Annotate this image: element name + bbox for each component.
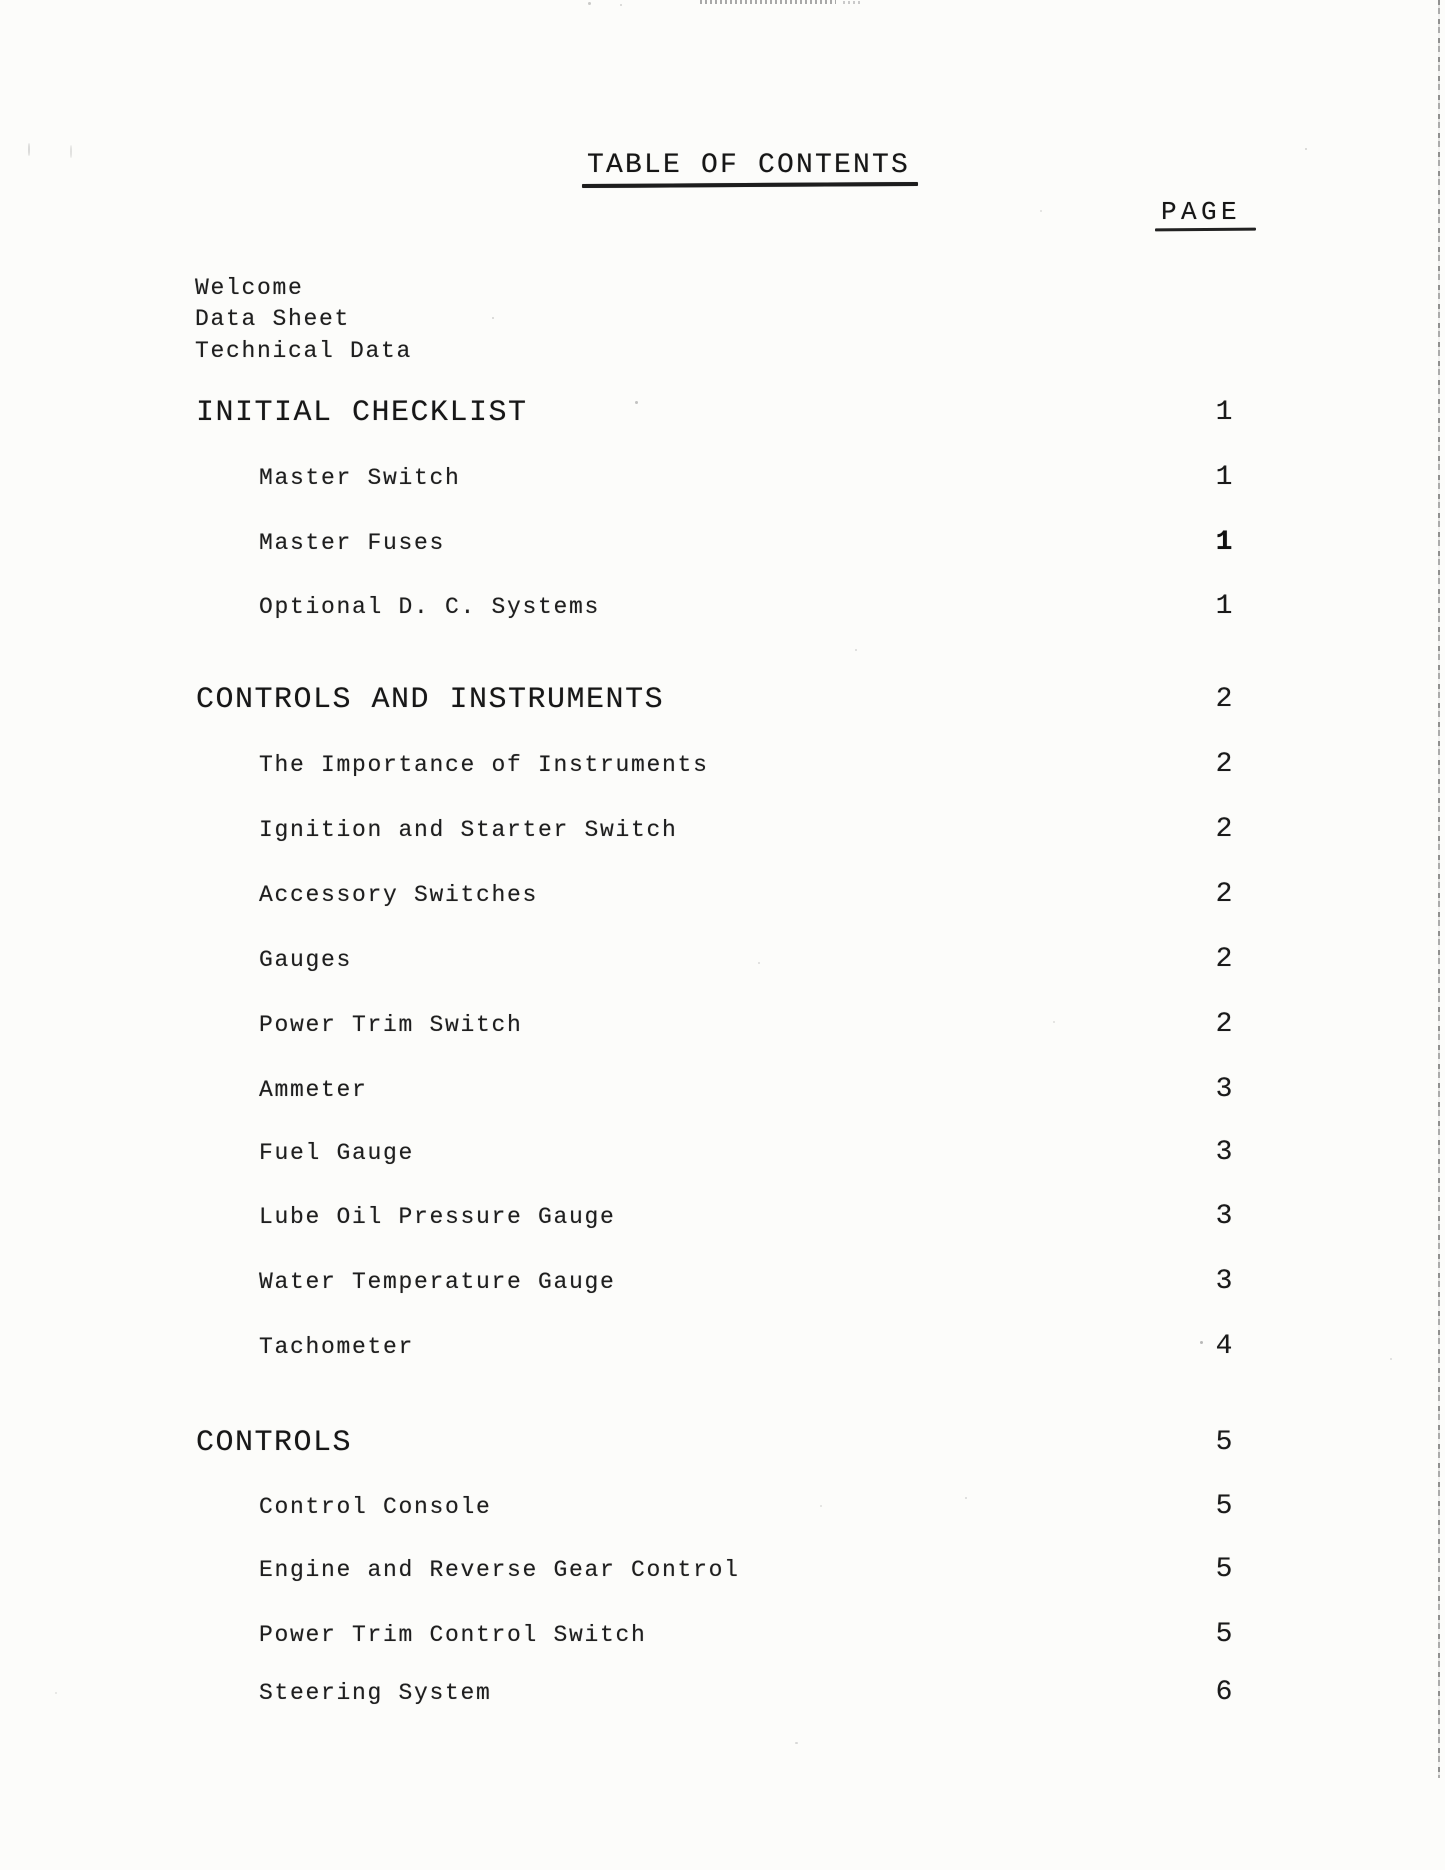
toc-row bbox=[0, 749, 1445, 781]
toc-entry-label: CONTROLS AND INSTRUMENTS bbox=[196, 683, 665, 717]
scan-speck bbox=[70, 145, 72, 158]
scan-speck bbox=[28, 143, 30, 156]
toc-entry-label: Engine and Reverse Gear Control bbox=[259, 1557, 740, 1583]
scan-speck bbox=[588, 2, 591, 5]
toc-entry-label: Tachometer bbox=[259, 1334, 415, 1360]
toc-row bbox=[0, 335, 1445, 367]
toc-row bbox=[0, 1554, 1445, 1586]
toc-page-number: 6 bbox=[1215, 1677, 1233, 1708]
toc-page-number: 1 bbox=[1215, 397, 1233, 428]
page-title: TABLE OF CONTENTS bbox=[587, 150, 911, 181]
toc-page-number: 1 bbox=[1215, 527, 1233, 558]
toc-entry-label: Optional D. C. Systems bbox=[259, 594, 601, 620]
toc-page-number: 5 bbox=[1215, 1491, 1233, 1522]
scan-artifact-dotted-line-top-2 bbox=[843, 1, 860, 4]
toc-entry-label: Power Trim Control Switch bbox=[259, 1622, 647, 1648]
toc-row bbox=[0, 1201, 1445, 1233]
toc-page-number: 2 bbox=[1215, 1009, 1233, 1040]
toc-entry-label: Welcome bbox=[195, 275, 304, 301]
toc-page-number: 3 bbox=[1215, 1201, 1233, 1232]
page-title-underline bbox=[582, 182, 918, 188]
toc-page-number: 3 bbox=[1215, 1074, 1233, 1105]
toc-row bbox=[0, 814, 1445, 846]
toc-row bbox=[0, 1137, 1445, 1169]
toc-entry-label: Data Sheet bbox=[195, 306, 351, 332]
toc-row bbox=[0, 944, 1445, 976]
toc-entry-label: Master Switch bbox=[259, 465, 461, 491]
toc-entry-label: Ignition and Starter Switch bbox=[259, 817, 678, 843]
page-column-header: PAGE bbox=[1161, 197, 1242, 227]
toc-row bbox=[0, 1331, 1445, 1363]
toc-row bbox=[0, 397, 1445, 429]
toc-entry-label: INITIAL CHECKLIST bbox=[196, 396, 528, 430]
toc-entry-label: Power Trim Switch bbox=[259, 1012, 523, 1038]
toc-row bbox=[0, 1266, 1445, 1298]
toc-page-number: 5 bbox=[1215, 1427, 1233, 1458]
toc-page-number: 2 bbox=[1215, 684, 1233, 715]
scan-speck bbox=[620, 4, 622, 6]
toc-row bbox=[0, 879, 1445, 911]
toc-page-number: 1 bbox=[1215, 462, 1233, 493]
scan-speck bbox=[855, 649, 857, 651]
scan-speck bbox=[1305, 148, 1307, 150]
toc-page-number: 5 bbox=[1215, 1619, 1233, 1650]
toc-row bbox=[0, 1009, 1445, 1041]
toc-page-number: 4 bbox=[1215, 1331, 1233, 1362]
scan-speck bbox=[1040, 210, 1042, 212]
toc-row bbox=[0, 1677, 1445, 1709]
toc-page-number: 2 bbox=[1215, 879, 1233, 910]
toc-entry-label: Water Temperature Gauge bbox=[259, 1269, 616, 1295]
toc-row bbox=[0, 684, 1445, 716]
toc-entry-label: Accessory Switches bbox=[259, 882, 539, 908]
toc-row bbox=[0, 591, 1445, 623]
toc-row bbox=[0, 1427, 1445, 1459]
toc-row bbox=[0, 1074, 1445, 1106]
toc-entry-label: Fuel Gauge bbox=[259, 1140, 415, 1166]
toc-page-number: 3 bbox=[1215, 1137, 1233, 1168]
toc-entry-label: Technical Data bbox=[195, 338, 413, 364]
toc-entry-label: Steering System bbox=[259, 1680, 492, 1706]
toc-page-number: 2 bbox=[1215, 814, 1233, 845]
toc-entry-label: Master Fuses bbox=[259, 530, 446, 556]
page-column-header-underline bbox=[1155, 228, 1256, 232]
toc-entry-label: Ammeter bbox=[259, 1077, 368, 1103]
scan-artifact-dotted-line-top bbox=[700, 0, 836, 4]
toc-row bbox=[0, 462, 1445, 494]
toc-row bbox=[0, 272, 1445, 304]
toc-page-number: 2 bbox=[1215, 749, 1233, 780]
toc-page-number: 2 bbox=[1215, 944, 1233, 975]
toc-entry-label: Lube Oil Pressure Gauge bbox=[259, 1204, 616, 1230]
toc-row bbox=[0, 1619, 1445, 1651]
toc-row bbox=[0, 1491, 1445, 1523]
toc-page-number: 5 bbox=[1215, 1554, 1233, 1585]
toc-entry-label: Gauges bbox=[259, 947, 353, 973]
toc-row bbox=[0, 527, 1445, 559]
toc-entry-label: Control Console bbox=[259, 1494, 492, 1520]
toc-page-number: 3 bbox=[1215, 1266, 1233, 1297]
toc-row bbox=[0, 303, 1445, 335]
toc-entry-label: The Importance of Instruments bbox=[259, 752, 709, 778]
scan-speck bbox=[795, 1742, 798, 1744]
toc-page-number: 1 bbox=[1215, 591, 1233, 622]
toc-entry-label: CONTROLS bbox=[196, 1426, 353, 1460]
